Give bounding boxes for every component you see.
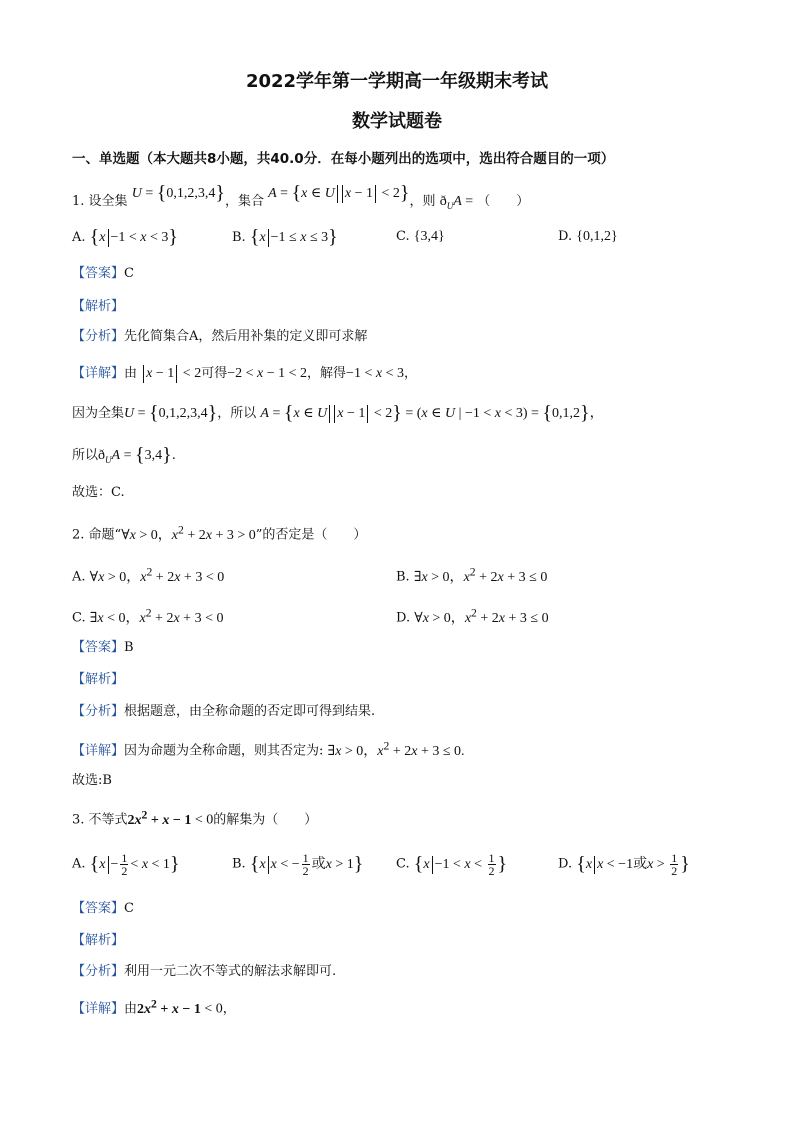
q2-stem: 2. 命题“∀x > 0，$x^2 + 2x + 3 > 0$”的否定是（ ） xyxy=(72,523,367,543)
q3-option-c: C. {x −1 < x < $\frac{1}{2}$ } xyxy=(396,851,508,878)
q1-option-d: D. {0,1,2} xyxy=(558,229,618,244)
q1-xiangjie-2: 因为全集U = {0,1,2,3,4}，所以 A = {x ∈ U x − 1 < 2} = (x ∈ U | −1 < x < 3) = {0,1,2}， xyxy=(72,402,604,424)
q3-fenxi: 【分析】利用一元二次不等式的解法求解即可. xyxy=(72,964,337,979)
q3-xiangjie: 【详解】由$2x^2 + x - 1 < 0$， xyxy=(72,997,236,1017)
q1-analysis-label: 【解析】 xyxy=(72,299,125,314)
q3-analysis-label: 【解析】 xyxy=(72,933,125,948)
page-title: 2022学年第一学期高一年级期末考试 xyxy=(245,71,549,92)
q3-option-b: B. {x x < − $\frac{1}{2}$ 或x > 1} xyxy=(232,851,364,878)
q2-answer: 【答案】B xyxy=(72,640,134,655)
q2-analysis-label: 【解析】 xyxy=(72,672,125,687)
q2-option-d: D. ∀x > 0，$x^2 + 2x + 3 \le 0$ xyxy=(396,606,549,626)
q2-option-a: A. ∀x > 0，$x^2 + 2x + 3 < 0$ xyxy=(72,565,225,585)
section-heading: 一、单选题（本大题共8小题，共40.0分．在每小题列出的选项中，选出符合题目的一项） xyxy=(72,151,615,167)
q1-fenxi: 【分析】先化简集合A，然后用补集的定义即可求解 xyxy=(72,329,368,344)
q1-option-a: A. {x −1 < x < 3} xyxy=(72,226,179,248)
q1-option-b: B. {x −1 ≤ x ≤ 3} xyxy=(232,226,338,248)
q2-xiangjie: 【详解】因为命题为全称命题，则其否定为: ∃x > 0，$x^2 + 2x + 3 \le 0$. xyxy=(72,739,465,759)
page-subtitle: 数学试题卷 xyxy=(352,111,442,132)
q1-xiangjie-3: 所以$ð_UA = \{3,4\}$. xyxy=(72,444,176,466)
q2-option-c: C. ∃x < 0，$x^2 + 2x + 3 < 0$ xyxy=(72,606,224,626)
q2-option-b: B. ∃x > 0，$x^2 + 2x + 3 \le 0$ xyxy=(396,565,548,585)
q1-answer: 【答案】C xyxy=(72,266,134,281)
q3-option-a: A. {x − $\frac{1}{2}$ < x < 1} xyxy=(72,851,180,878)
q2-fenxi: 【分析】根据题意，由全称命题的否定即可得到结果. xyxy=(72,704,376,719)
q1-xiangjie-1: 【详解】由 x − 1 < 2可得−2 < x − 1 < 2，解得−1 < x < 3， xyxy=(72,366,417,382)
q3-answer: 【答案】C xyxy=(72,901,134,916)
q3-stem: 3. 不等式$2x^2 + x - 1 < 0$的解集为（ ） xyxy=(72,808,318,828)
q3-option-d: D. {x x < −1或x > $\frac{1}{2}$ } xyxy=(558,851,690,878)
q1-option-c: C. {3,4} xyxy=(396,229,445,244)
q1-choose: 故选：C. xyxy=(72,485,125,500)
q2-choose: 故选:B xyxy=(72,773,112,788)
q1-stem: 1. 设全集 U = {0,1,2,3,4}，集合 A = {x ∈ U x − 1 < 2}，则 $ð_UA$ = （ ） xyxy=(72,182,530,211)
